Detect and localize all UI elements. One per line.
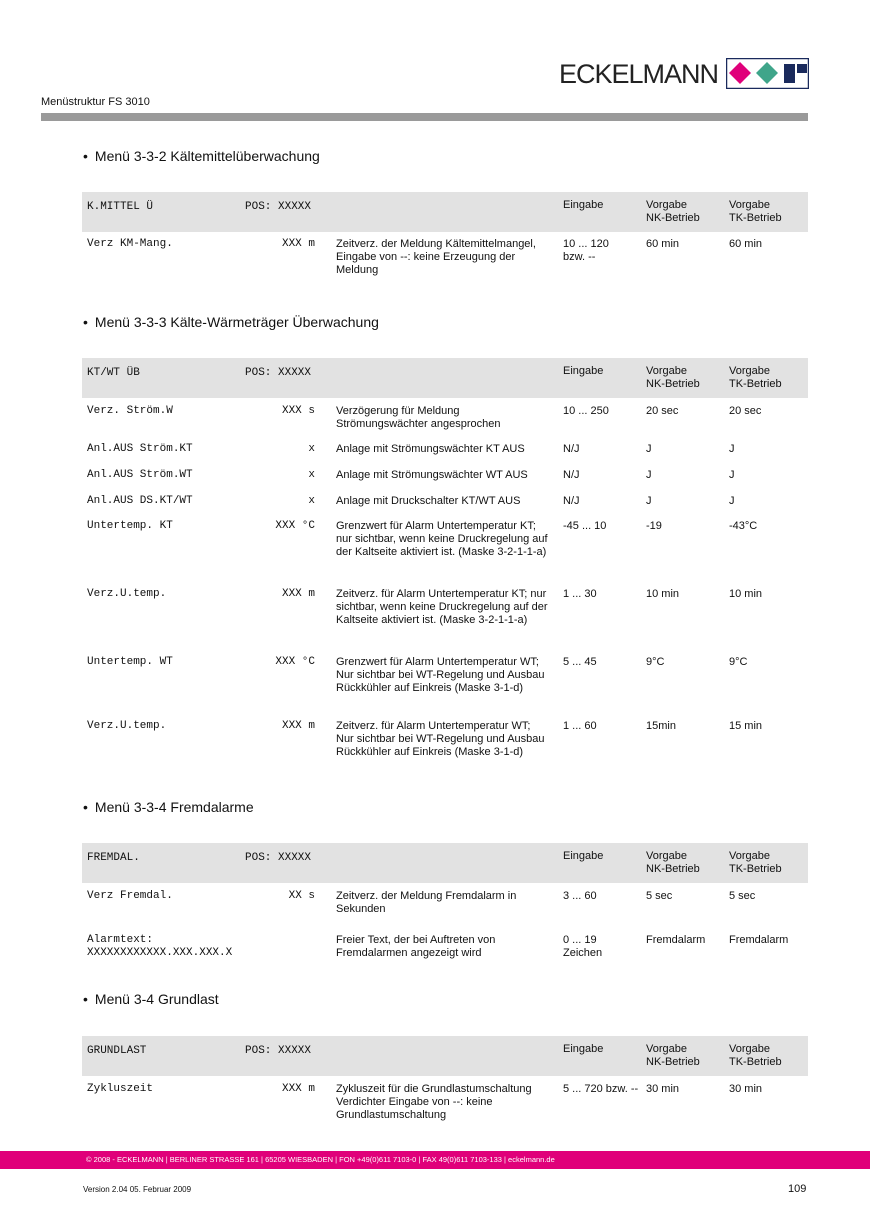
page-number: 109 [788,1183,807,1195]
bullet-icon: • [83,799,88,815]
row-eingabe: 1 ... 60 [563,720,597,732]
row-nk: 60 min [646,238,680,250]
row-eingabe: 0 ... 19 Zeichen [563,934,603,959]
row-format: XXX m [281,720,315,732]
row-description: Anlage mit Druckschalter KT/WT AUS [336,495,521,507]
header-nk: Vorgabe NK-Betrieb [646,850,700,875]
bullet-icon: • [83,148,88,164]
section-title-3-4 [83,991,219,1007]
footer-copyright: © 2008 - ECKELMANN | BERLINER STRASSE 161 | 65205 WIESBADEN | FON +49(0)611 7103-0 | FAX 49(0)611 7103-133 | eckelmann.de [86,1155,555,1164]
row-name: Untertemp. WT [87,656,173,668]
row-name: Alarmtext: XXXXXXXXXXXX.XXX.XXX.X [87,934,233,959]
row-nk: J [646,469,652,481]
row-name: Verz.U.temp. [87,720,167,732]
header-pos: POS: XXXXX [245,367,312,379]
table-row [82,495,808,520]
row-tk: 20 sec [729,405,762,417]
table-row [82,469,808,495]
row-eingabe: 3 ... 60 [563,890,597,902]
row-nk: 30 min [646,1083,680,1095]
table-row [82,720,808,780]
table-row [82,520,808,588]
row-eingabe: N/J [563,469,580,481]
row-nk: Fremdalarm [646,934,706,946]
row-eingabe: N/J [563,495,580,507]
section-title-text: Menü 3-3-4 Fremdalarme [94,799,254,815]
row-description: Zeitverz. der Meldung Fremdalarm in Sekunden [336,890,517,915]
row-name: Anl.AUS DS.KT/WT [87,495,193,507]
row-tk: 30 min [729,1083,763,1095]
bullet-icon: • [83,991,88,1007]
table-row [82,890,808,934]
row-format: x [308,469,315,481]
header-pos: POS: XXXXX [245,852,312,864]
row-format: XXX m [281,238,315,250]
table-header [82,1036,808,1076]
table-row [82,405,808,443]
header-tk: Vorgabe TK-Betrieb [729,199,782,224]
row-tk: J [729,469,735,481]
row-tk: J [729,495,735,507]
row-format: XXX m [281,1083,315,1095]
row-format: XXX °C [275,520,315,532]
row-eingabe: -45 ... 10 [563,520,607,532]
row-nk: 15min [646,720,676,732]
row-format: x [308,443,315,455]
table-row [82,443,808,469]
row-nk: 9°C [646,656,665,668]
row-nk: 10 min [646,588,680,600]
row-description: Zeitverz. der Meldung Kältemittelmangel, Eingabe von --: keine Erzeugung der Meldung [336,238,536,276]
table-row [82,588,808,656]
section-title-3-3-4 [83,799,254,815]
row-description: Zeitverz. für Alarm Untertemperatur KT; nur sichtbar, wenn keine Druckregelung auf der Kaltseite aktiviert ist. (Maske 3-2-1-1-a) [336,588,548,626]
section-title-3-3-2 [83,148,320,164]
table-header [82,192,808,232]
row-eingabe: 5 ... 720 bzw. -- [563,1083,639,1095]
row-name: Zykluszeit [87,1083,154,1095]
header-pos: POS: XXXXX [245,201,312,213]
header-eingabe: Eingabe [563,365,604,377]
row-nk: 5 sec [646,890,673,902]
row-name: Verz Fremdal. [87,890,173,902]
logo-mark-icon [726,58,809,89]
row-tk: 9°C [729,656,748,668]
row-nk: J [646,495,652,507]
logo-text: ECKELMANN [559,59,719,89]
header-eingabe: Eingabe [563,1043,604,1055]
row-eingabe: 10 ... 250 [563,405,609,417]
row-tk: J [729,443,735,455]
row-description: Freier Text, der bei Auftreten von Fremdalarmen angezeigt wird [336,934,496,959]
menu-table-kt-wt [82,358,808,773]
header-tk: Vorgabe TK-Betrieb [729,1043,782,1068]
row-name: Anl.AUS Ström.KT [87,443,193,455]
header-nk: Vorgabe NK-Betrieb [646,199,700,224]
row-format: x [308,495,315,507]
menu-table-fremdalarme [82,843,808,967]
row-eingabe: 1 ... 30 [563,588,597,600]
header-nk: Vorgabe NK-Betrieb [646,1043,700,1068]
row-eingabe: 10 ... 120 bzw. -- [563,238,609,263]
row-format: XXX °C [275,656,315,668]
row-eingabe: N/J [563,443,580,455]
row-name: Verz KM-Mang. [87,238,173,250]
row-tk: 15 min [729,720,763,732]
section-title-3-3-3 [83,314,379,330]
row-description: Zeitverz. für Alarm Untertemperatur WT; Nur sichtbar bei WT-Regelung und Ausbau Rückkühler auf Einkreis (Maske 3-1-d) [336,720,545,758]
row-nk: 20 sec [646,405,679,417]
header-eingabe: Eingabe [563,850,604,862]
header-nk: Vorgabe NK-Betrieb [646,365,700,390]
row-eingabe: 5 ... 45 [563,656,597,668]
row-description: Anlage mit Strömungswächter KT AUS [336,443,525,455]
row-description: Grenzwert für Alarm Untertemperatur WT; Nur sichtbar bei WT-Regelung und Ausbau Rückkühler auf Einkreis (Maske 3-1-d) [336,656,545,694]
section-title-text: Menü 3-4 Grundlast [94,991,219,1007]
header-eingabe: Eingabe [563,199,604,211]
row-format: XX s [288,890,315,902]
row-description: Anlage mit Strömungswächter WT AUS [336,469,528,481]
row-format: XXX m [281,588,315,600]
row-description: Zykluszeit für die Grundlastumschaltung Verdichter Eingabe von --: keine Grundlastumschaltung [336,1083,532,1121]
footer-bar [0,1151,870,1169]
table-row [82,238,808,288]
row-tk: Fremdalarm [729,934,789,946]
section-title-text: Menü 3-3-3 Kälte-Wärmeträger Überwachung [94,314,379,330]
table-header [82,358,808,398]
row-tk: -43°C [729,520,758,532]
header-name: KT/WT ÜB [87,367,140,379]
header-divider [41,113,808,121]
bullet-icon: • [83,314,88,330]
header-name: FREMDAL. [87,852,140,864]
table-row [82,934,808,974]
footer-version: Version 2.04 05. Februar 2009 [83,1185,192,1194]
row-tk: 10 min [729,588,763,600]
section-title-text: Menü 3-3-2 Kältemittelüberwachung [94,148,320,164]
header-pos: POS: XXXXX [245,1045,312,1057]
row-description: Verzögerung für Meldung Strömungswächter angesprochen [336,405,501,430]
menu-table-grundlast [82,1036,808,1136]
row-name: Untertemp. KT [87,520,173,532]
row-tk: 60 min [729,238,763,250]
header-name: K.MITTEL Ü [87,201,154,213]
row-name: Anl.AUS Ström.WT [87,469,193,481]
row-tk: 5 sec [729,890,756,902]
header-tk: Vorgabe TK-Betrieb [729,850,782,875]
header-name: GRUNDLAST [87,1045,147,1057]
row-nk: -19 [646,520,662,532]
row-nk: J [646,443,652,455]
document-header-title: Menüstruktur FS 3010 [41,96,150,108]
menu-table-kaeltemittel [82,192,808,282]
row-description: Grenzwert für Alarm Untertemperatur KT; nur sichtbar, wenn keine Druckregelung auf der Kaltseite aktiviert ist. (Maske 3-2-1-1-a) [336,520,548,558]
row-format: XXX s [281,405,315,417]
row-name: Verz.U.temp. [87,588,167,600]
eckelmann-logo [559,58,809,90]
table-row [82,656,808,720]
table-header [82,843,808,883]
row-name: Verz. Ström.W [87,405,173,417]
header-tk: Vorgabe TK-Betrieb [729,365,782,390]
table-row [82,1083,808,1143]
